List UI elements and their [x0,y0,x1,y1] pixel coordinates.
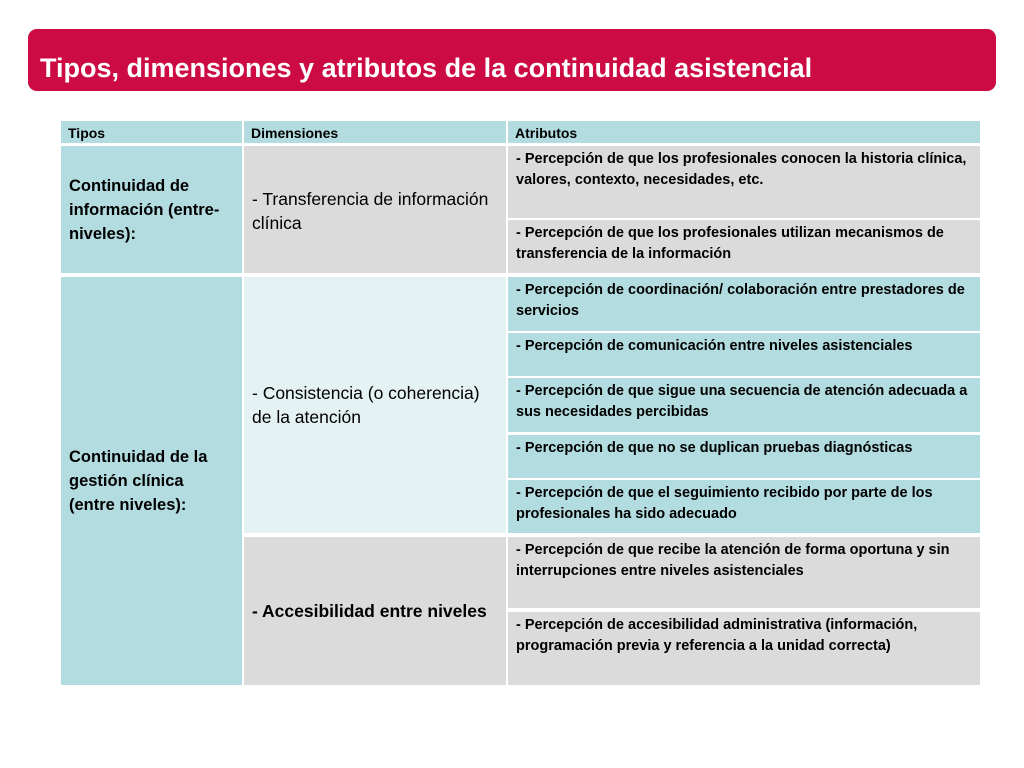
header-atributos: Atributos [508,121,980,143]
tipo-cell: Continuidad de información (entre-niveles): [61,146,242,273]
title-bar [28,29,996,91]
attribute-cell: - Percepción de que los profesionales conocen la historia clínica, valores, contexto, necesidades, etc. [508,146,980,218]
attribute-cell: - Percepción de accesibilidad administrativa (información, programación previa y referencia a la unidad correcta) [508,612,980,685]
header-dimensiones: Dimensiones [244,121,506,143]
attribute-cell: - Percepción de que los profesionales utilizan mecanismos de transferencia de la información [508,220,980,273]
attribute-cell: - Percepción de comunicación entre niveles asistenciales [508,333,980,376]
attribute-cell: - Percepción de que sigue una secuencia de atención adecuada a sus necesidades percibidas [508,378,980,432]
page-title: Tipos, dimensiones y atributos de la continuidad asistencial [40,53,813,83]
attribute-cell: - Percepción de que el seguimiento recibido por parte de los profesionales ha sido adecuado [508,480,980,533]
dimension-cell: - Consistencia (o coherencia) de la atención [244,277,506,533]
attribute-cell: - Percepción de coordinación/ colaboración entre prestadores de servicios [508,277,980,331]
dimension-cell: - Transferencia de información clínica [244,146,506,273]
tipo-cell: Continuidad de la gestión clínica (entre niveles): [61,277,242,685]
attribute-cell: - Percepción de que recibe la atención de forma oportuna y sin interrupciones entre niveles asistenciales [508,537,980,608]
header-tipos: Tipos [61,121,242,143]
dimension-cell: - Accesibilidad entre niveles [244,537,506,685]
attribute-cell: - Percepción de que no se duplican pruebas diagnósticas [508,435,980,478]
